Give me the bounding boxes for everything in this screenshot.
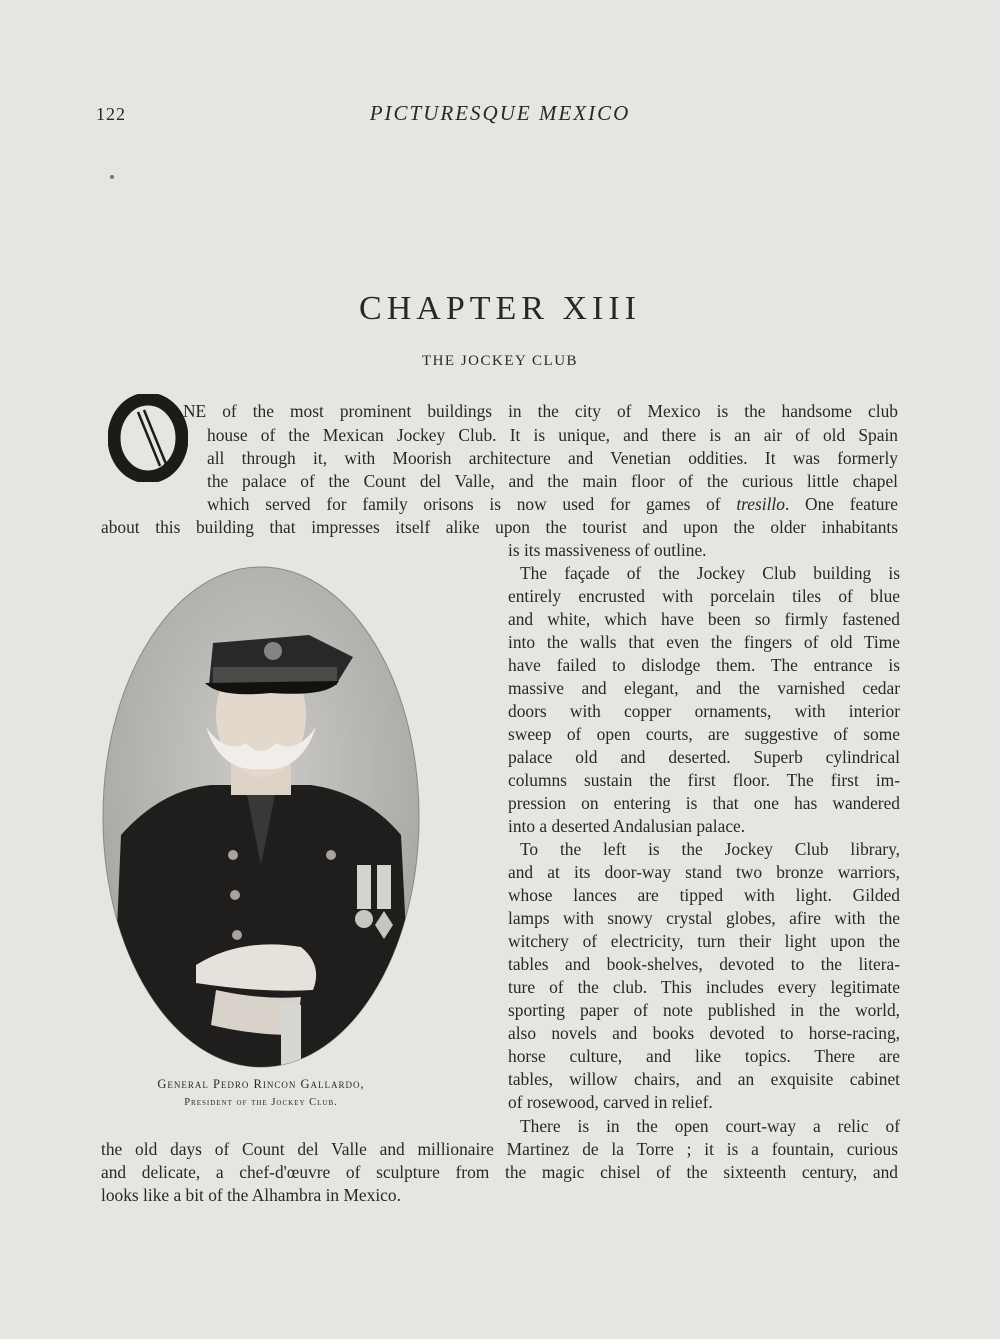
page-number: 122 <box>96 104 126 124</box>
text-line: into the walls that even the fingers of old Time <box>508 632 900 652</box>
text-line: witchery of electricity, turn their light upon the <box>508 931 900 951</box>
text-line: the palace of the Count del Valle, and the main floor of the curious little chapel <box>207 471 898 491</box>
text-line: which served for family orisons is now used for games of tresillo. One feature <box>207 494 898 514</box>
text-line: whose lances are tipped with light. Gilded <box>508 885 900 905</box>
text-line: about this building that impresses itself alike upon the tourist and upon the older inhabitants <box>101 517 898 537</box>
text-line: of rosewood, carved in relief. <box>508 1092 713 1112</box>
drop-cap-o <box>108 394 188 482</box>
chapter-subtitle: THE JOCKEY CLUB <box>421 353 579 369</box>
text-line: house of the Mexican Jockey Club. It is unique, and there is an air of old Spain <box>207 425 898 445</box>
text-line: tables and book-shelves, devoted to the litera- <box>508 954 900 974</box>
text-line: There is in the open court-way a relic of <box>520 1116 900 1136</box>
text-line: pression on entering is that one has wandered <box>508 793 900 813</box>
text-line: massive and elegant, and the varnished cedar <box>508 678 900 698</box>
text-line: lamps with snowy crystal globes, afire with the <box>508 908 900 928</box>
text-line: ture of the club. This includes every legitimate <box>508 977 900 997</box>
text-line: sporting paper of note published in the world, <box>508 1000 900 1020</box>
text-line: sweep of open courts, are suggestive of some <box>508 724 900 744</box>
text-line: To the left is the Jockey Club library, <box>520 839 900 859</box>
chapter-title: CHAPTER XIII <box>359 290 641 327</box>
text-line: The façade of the Jockey Club building is <box>520 563 900 583</box>
text-line: columns sustain the first floor. The first im- <box>508 770 900 790</box>
text-line: the old days of Count del Valle and millionaire Martinez de la Torre ; it is a fountain, curious <box>101 1139 898 1159</box>
text-line: entirely encrusted with porcelain tiles of blue <box>508 586 900 606</box>
text-line: doors with copper ornaments, with interior <box>508 701 900 721</box>
text-line: palace old and deserted. Superb cylindrical <box>508 747 900 767</box>
text-line: and at its door-way stand two bronze warriors, <box>508 862 900 882</box>
text-line: NE of the most prominent buildings in the city of Mexico is the handsome club <box>183 401 898 421</box>
running-title: PICTURESQUE MEXICO <box>369 101 631 125</box>
photo-caption-title: President of the Jockey Club. <box>184 1097 338 1108</box>
photo-caption-name: General Pedro Rincon Gallardo, <box>157 1077 365 1091</box>
text-line: have failed to dislodge them. The entrance is <box>508 655 900 675</box>
text-line: tables, willow chairs, and an exquisite cabinet <box>508 1069 900 1089</box>
text-line: is its massiveness of outline. <box>508 540 707 560</box>
text-line: into a deserted Andalusian palace. <box>508 816 746 836</box>
text-line: horse culture, and like topics. There are <box>508 1046 900 1066</box>
text-line: also novels and books devoted to horse-racing, <box>508 1023 900 1043</box>
text-line: and white, which have been so firmly fastened <box>508 609 900 629</box>
ink-speck <box>110 175 114 179</box>
text-line: looks like a bit of the Alhambra in Mexico. <box>101 1185 401 1205</box>
text-line: all through it, with Moorish architecture and Venetian oddities. It was formerly <box>207 448 898 468</box>
text-line: and delicate, a chef-d'œuvre of sculpture from the magic chisel of the sixteenth century, and <box>101 1162 898 1182</box>
portrait-photo <box>101 565 421 1069</box>
